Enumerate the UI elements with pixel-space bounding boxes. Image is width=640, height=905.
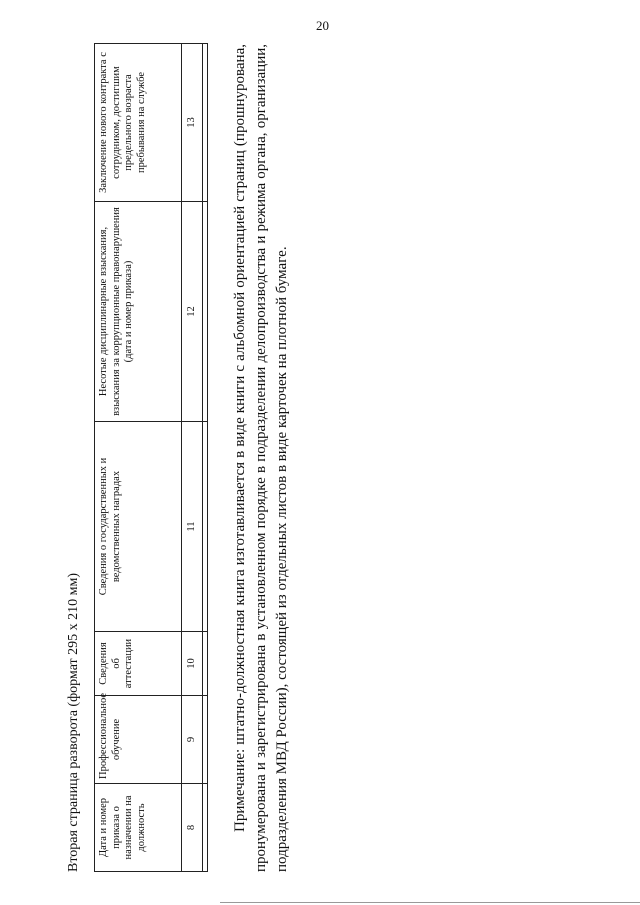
note-paragraph [230, 44, 293, 872]
column-number: 13 [182, 44, 203, 202]
blank-cell [203, 696, 208, 784]
page-heading: Вторая страница разворота (формат 295 х 210 мм) [66, 572, 81, 872]
column-header-awards: Сведения о государственных и ведомственных наградах [95, 422, 182, 632]
column-number: 11 [182, 422, 203, 632]
blank-cell [203, 422, 208, 632]
blank-cell [203, 632, 208, 696]
column-number: 9 [182, 696, 203, 784]
page-number: 20 [316, 18, 329, 33]
column-header-penalties: Несотые дисциплинарные взыскания, взыскания за коррупционные правонарушения (дата и номер приказа) [95, 202, 182, 422]
note-text: Примечание: штатно-должностная книга изготавливается в виде книги с альбомной ориентацией страниц (прошнурована, пронумерована и зарегистрирована в установленном порядке в подразделении делопроизводства и режима органа, организации, подразделения МВД России), состоящей из отдельных листов в виде карточек на плотной бумаге. [232, 44, 290, 872]
staff-book-table [94, 43, 208, 872]
column-header-appointment-order: Дата и номер приказа о назначении на должность [95, 784, 182, 872]
landscape-content [60, 42, 360, 872]
column-number: 8 [182, 784, 203, 872]
table-header-row [95, 44, 182, 872]
table-blank-row [203, 44, 208, 872]
blank-cell [203, 44, 208, 202]
column-header-attestation: Сведения об аттестации [95, 632, 182, 696]
column-number: 10 [182, 632, 203, 696]
blank-cell [203, 202, 208, 422]
blank-cell [203, 784, 208, 872]
bottom-scan-edge [220, 902, 640, 903]
column-header-new-contract: Заключение нового контракта с сотрудником, достигшим предельного возраста пребывания на службе [95, 44, 182, 202]
column-header-professional-training: Профессиональное обучение [95, 696, 182, 784]
column-number: 12 [182, 202, 203, 422]
table-number-row [182, 44, 203, 872]
